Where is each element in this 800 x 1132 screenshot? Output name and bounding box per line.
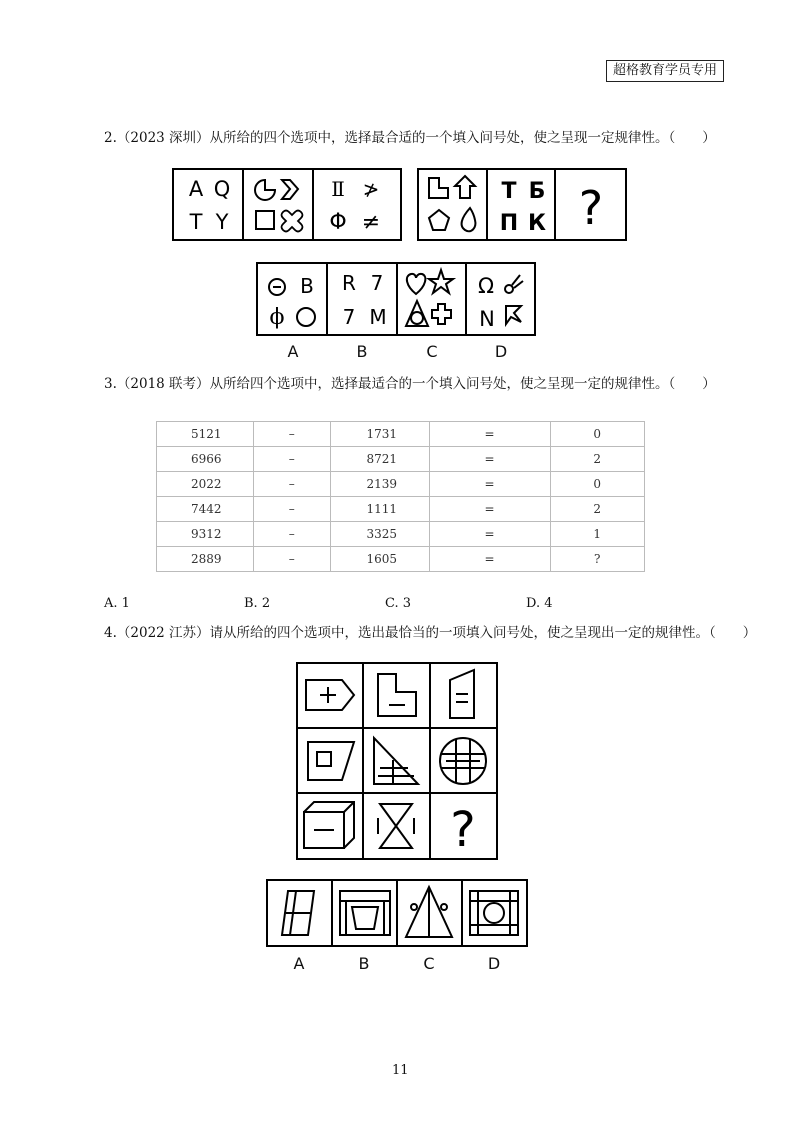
- double-chevron-icon: [282, 180, 298, 199]
- table-row: [157, 497, 645, 522]
- cyrillic-glyph: Б: [528, 179, 546, 204]
- table-cell: 7442: [157, 497, 254, 522]
- table-cell: 2: [550, 497, 645, 522]
- option-label: A: [293, 954, 305, 973]
- number-table: [156, 421, 645, 572]
- table-cell: 0: [550, 472, 645, 497]
- table-cell: –: [254, 447, 331, 472]
- table-cell: 1: [550, 522, 645, 547]
- letter-glyph: R: [342, 271, 356, 295]
- l-block-icon: [378, 674, 416, 716]
- table-cell: 2: [550, 447, 645, 472]
- letter-glyph: A: [188, 177, 204, 201]
- question-number: 3.: [104, 376, 117, 392]
- option-c: C. 3: [385, 596, 412, 611]
- table-cell: 1731: [330, 422, 429, 447]
- question-text: 从所给的四个选项中，选择最合适的一个填入问号处，使之呈现一定规律性。（ ）: [209, 130, 716, 146]
- phi-glyph: ϕ: [269, 305, 285, 330]
- option-a-figure: [282, 891, 314, 935]
- table-cell: =: [429, 497, 550, 522]
- table-row: [157, 472, 645, 497]
- symbol-glyph: ≯: [362, 177, 380, 201]
- omega-glyph: Ω: [477, 274, 495, 298]
- question-text: 从所给四个选项中，选择最适合的一个填入问号处，使之呈现一定的规律性。（ ）: [209, 376, 716, 392]
- table-cell: 0: [550, 422, 645, 447]
- table-row: [157, 522, 645, 547]
- table-cell: –: [254, 497, 331, 522]
- letter-glyph: N: [479, 307, 495, 331]
- up-arrow-icon: [455, 176, 475, 198]
- option-label: C: [423, 954, 435, 973]
- question-mark: ?: [578, 181, 604, 235]
- option-a: A. 1: [104, 596, 130, 611]
- option-d-figure: [478, 274, 523, 331]
- table-cell: 3325: [330, 522, 429, 547]
- option-b-figure: [342, 271, 387, 329]
- table-cell: =: [429, 547, 550, 572]
- question-source: （2018 联考）: [116, 376, 210, 392]
- question-source: （2023 深圳）: [116, 130, 210, 146]
- letter-glyph: M: [369, 305, 387, 329]
- option-label: B: [358, 954, 370, 973]
- table-cell: ?: [550, 547, 645, 572]
- table-cell: 2889: [157, 547, 254, 572]
- digit-glyph: 7: [370, 271, 384, 295]
- option-label: C: [426, 342, 438, 361]
- square-icon: [256, 211, 274, 229]
- option-b: B. 2: [244, 596, 271, 611]
- table-cell: =: [429, 472, 550, 497]
- heart-icon: [407, 274, 426, 294]
- q2-sequence-panel-1: [172, 168, 402, 241]
- table-cell: 9312: [157, 522, 254, 547]
- table-row: [157, 422, 645, 447]
- letter-glyph: T: [189, 210, 203, 234]
- letter-glyph: Q: [213, 177, 231, 201]
- cyrillic-glyph: Т: [501, 179, 517, 204]
- q2-options-panel: [256, 262, 536, 336]
- table-cell: 1605: [330, 547, 429, 572]
- table-cell: 2022: [157, 472, 254, 497]
- option-label: B: [356, 342, 368, 361]
- letter-glyph: Y: [215, 210, 229, 234]
- question-source: （2022 江苏）: [116, 625, 210, 641]
- table-row: [157, 547, 645, 572]
- table-cell: –: [254, 472, 331, 497]
- cyrillic-glyph: К: [528, 211, 546, 236]
- table-cell: 2139: [330, 472, 429, 497]
- table-cell: –: [254, 547, 331, 572]
- question-4-stem: [104, 624, 756, 642]
- table-cell: =: [429, 422, 550, 447]
- table-cell: =: [429, 447, 550, 472]
- hourglass-icon: [380, 804, 412, 848]
- symbol-glyph: Ⅱ: [331, 177, 345, 201]
- option-b-figure: [340, 891, 390, 935]
- question-number: 4.: [104, 625, 117, 641]
- table-cell: 1111: [330, 497, 429, 522]
- pie-slice-icon: [255, 180, 275, 200]
- option-d-figure: [470, 891, 518, 935]
- triangle-icon: [406, 301, 428, 326]
- table-cell: =: [429, 522, 550, 547]
- option-a-figure: [269, 274, 315, 330]
- table-cell: –: [254, 522, 331, 547]
- table-cell: 5121: [157, 422, 254, 447]
- comet-icon: [505, 275, 523, 293]
- cube-icon: [304, 802, 354, 848]
- rounded-cross-icon: [282, 211, 303, 232]
- option-c-figure: [406, 887, 452, 937]
- q4-options-panel: [266, 879, 528, 947]
- letter-glyph: B: [300, 274, 314, 298]
- right-triangle-icon: [374, 738, 418, 784]
- question-number: 2.: [104, 130, 117, 146]
- q4-3x3-grid: [296, 662, 498, 860]
- q2-sequence-panel-2: [417, 168, 627, 241]
- option-d: D. 4: [526, 596, 553, 611]
- table-cell: 6966: [157, 447, 254, 472]
- option-c-figure: [406, 270, 453, 326]
- digit-glyph: 7: [342, 305, 356, 329]
- question-mark: ?: [450, 802, 476, 858]
- table-cell: 8721: [330, 447, 429, 472]
- table-row: [157, 447, 645, 472]
- page-number: 11: [392, 1063, 409, 1078]
- question-2-stem: [104, 129, 716, 147]
- symbol-glyph: ≠: [361, 210, 381, 235]
- table-cell: –: [254, 422, 331, 447]
- option-label: D: [487, 954, 501, 973]
- question-3-stem: [104, 375, 716, 393]
- plus-shape-icon: [432, 304, 451, 324]
- flag-arrow-icon: [506, 306, 521, 324]
- question-text: 请从所给的四个选项中，选出最恰当的一项填入问号处，使之呈现出一定的规律性。（ ）: [209, 625, 757, 641]
- pentagon-icon: [429, 210, 449, 230]
- star-icon: [429, 270, 453, 293]
- symbol-glyph: Φ: [329, 210, 347, 235]
- option-label: D: [494, 342, 508, 361]
- option-label: A: [287, 342, 299, 361]
- drop-icon: [462, 208, 476, 231]
- l-shape-icon: [429, 178, 448, 198]
- exclusive-use-stamp: 超格教育学员专用: [606, 60, 724, 82]
- cyrillic-glyph: П: [499, 211, 519, 236]
